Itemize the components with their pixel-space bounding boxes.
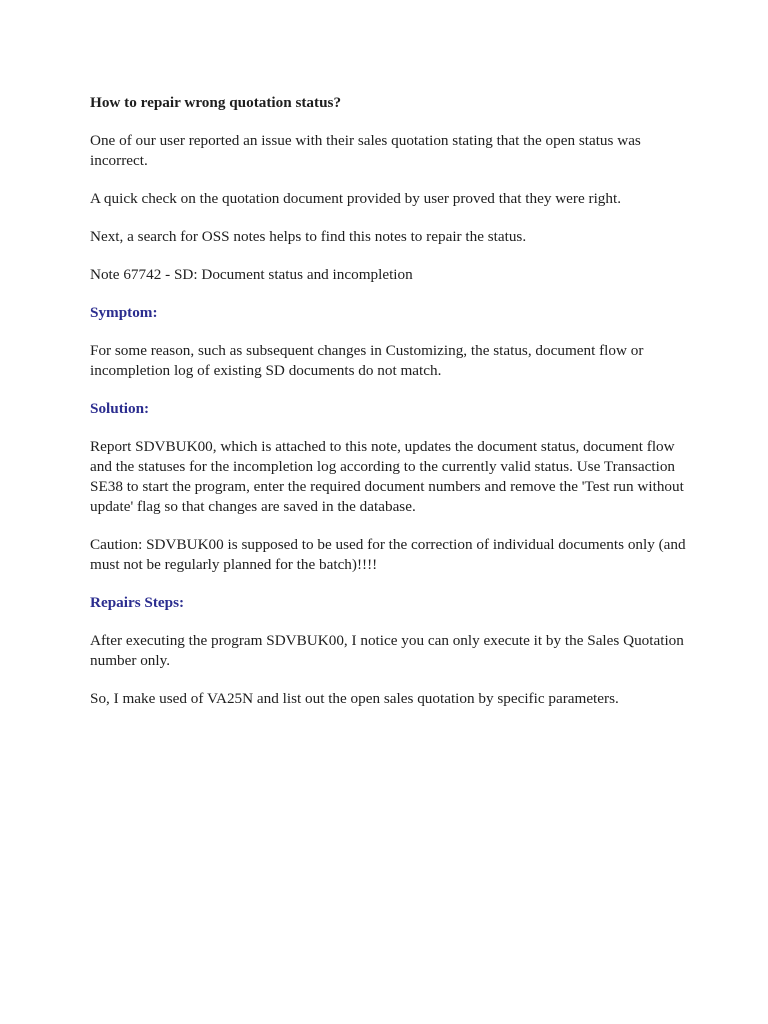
intro-paragraph-2: A quick check on the quotation document provided by user proved that they were right. [90, 190, 621, 207]
document-title: How to repair wrong quotation status? [90, 94, 342, 111]
document-page [90, 93, 690, 727]
intro-paragraph-1: One of our user reported an issue with their sales quotation stating that the open status was incorrect. [90, 132, 641, 169]
solution-caution: Caution: SDVBUK00 is supposed to be used for the correction of individual documents only (and must not be regularly planned for the batch)!!!! [90, 536, 686, 573]
note-reference: Note 67742 - SD: Document status and incompletion [90, 266, 413, 283]
repairs-heading: Repairs Steps: [90, 594, 185, 611]
symptom-heading: Symptom: [90, 304, 158, 321]
repairs-paragraph-2: So, I make used of VA25N and list out the open sales quotation by specific parameters. [90, 690, 619, 707]
solution-heading: Solution: [90, 400, 150, 417]
solution-paragraph-1: Report SDVBUK00, which is attached to this note, updates the document status, document flow and the statuses for the incompletion log according to the currently valid status. Use Transaction SE38 to start the program, enter the required document numbers and remove the 'Test run without update' flag so that changes are saved in the database. [90, 438, 684, 515]
repairs-paragraph-1: After executing the program SDVBUK00, I notice you can only execute it by the Sales Quotation number only. [90, 632, 684, 669]
symptom-text: For some reason, such as subsequent changes in Customizing, the status, document flow or incompletion log of existing SD documents do not match. [90, 342, 644, 379]
intro-paragraph-3: Next, a search for OSS notes helps to find this notes to repair the status. [90, 228, 527, 245]
